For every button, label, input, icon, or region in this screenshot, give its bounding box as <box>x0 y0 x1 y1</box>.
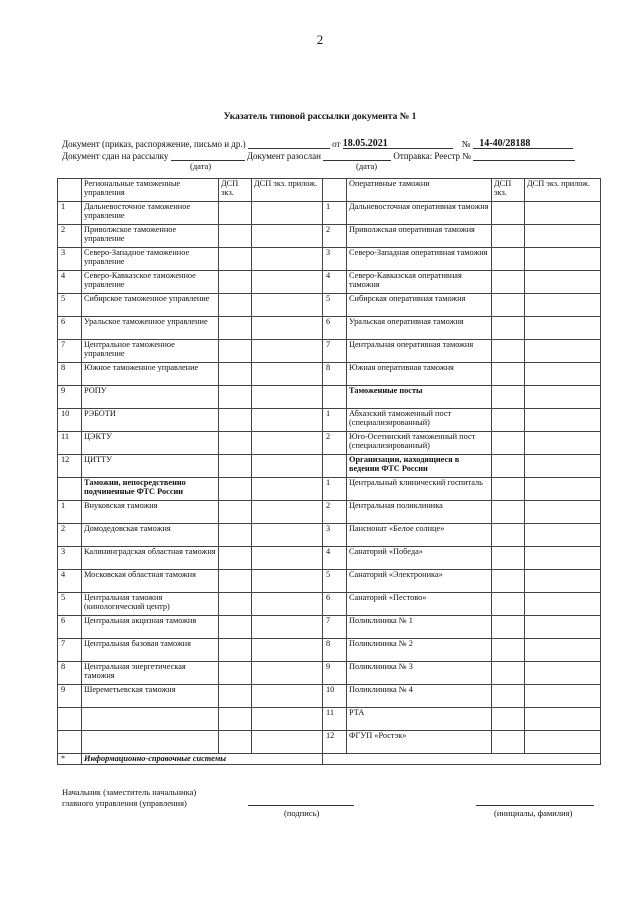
right-recipient: Сибирская оперативная таможня <box>347 294 492 317</box>
right-recipient: Северо-Западная оперативная таможня <box>347 248 492 271</box>
right-dsp-cell <box>492 248 525 271</box>
name-hint: (инициалы, фамилия) <box>494 808 573 818</box>
header-dsp-left: ДСП экз. <box>219 179 252 202</box>
right-dsp-att-cell <box>525 340 601 363</box>
left-row-number: 10 <box>58 409 82 432</box>
document-title: Указатель типовой рассылки документа № 1 <box>223 112 417 122</box>
right-dsp-att-cell <box>525 317 601 340</box>
left-dsp-att-cell <box>252 386 323 409</box>
right-dsp-cell <box>492 478 525 501</box>
left-recipient: ЦИТТУ <box>82 455 219 478</box>
right-dsp-cell <box>492 547 525 570</box>
left-dsp-cell <box>219 271 252 294</box>
right-recipient: Поликлиника № 3 <box>347 662 492 685</box>
left-dsp-att-cell <box>252 662 323 685</box>
table-row <box>58 317 601 340</box>
left-row-number: 5 <box>58 593 82 616</box>
table-row <box>58 294 601 317</box>
right-row-number: 2 <box>323 225 347 248</box>
left-recipient: Домодедовская таможня <box>82 524 219 547</box>
table-row <box>58 708 601 731</box>
right-row-number <box>323 386 347 409</box>
table-row <box>58 455 601 478</box>
right-dsp-att-cell <box>525 478 601 501</box>
distribution-table <box>57 178 601 765</box>
left-row-number <box>58 478 82 501</box>
right-recipient: Санаторий «Пестово» <box>347 593 492 616</box>
left-dsp-cell <box>219 524 252 547</box>
left-recipient: Приволжское таможенное управление <box>82 225 219 248</box>
header-left-title: Региональные таможенные управления <box>82 179 219 202</box>
left-recipient: ЦЭКТУ <box>82 432 219 455</box>
table-row <box>58 685 601 708</box>
right-dsp-cell <box>492 524 525 547</box>
left-row-number: 9 <box>58 386 82 409</box>
left-row-number: 11 <box>58 432 82 455</box>
right-dsp-cell <box>492 731 525 754</box>
left-recipient: РОПУ <box>82 386 219 409</box>
left-row-number: 2 <box>58 524 82 547</box>
right-dsp-cell <box>492 317 525 340</box>
table-row <box>58 731 601 754</box>
left-dsp-cell <box>219 478 252 501</box>
right-dsp-cell <box>492 616 525 639</box>
right-dsp-cell <box>492 225 525 248</box>
right-dsp-att-cell <box>525 409 601 432</box>
left-recipient: Таможни, непосредственно подчиненные ФТС России <box>82 478 219 501</box>
right-row-number: 8 <box>323 639 347 662</box>
right-dsp-cell <box>492 501 525 524</box>
left-dsp-att-cell <box>252 570 323 593</box>
left-row-number: 2 <box>58 225 82 248</box>
right-dsp-att-cell <box>525 616 601 639</box>
left-recipient: Северо-Кавказское таможенное управление <box>82 271 219 294</box>
footer-empty <box>323 754 601 765</box>
right-recipient: Дальневосточная оперативная таможня <box>347 202 492 225</box>
right-recipient: Уральская оперативная таможня <box>347 317 492 340</box>
table-row <box>58 478 601 501</box>
right-dsp-att-cell <box>525 731 601 754</box>
right-recipient: Таможенные посты <box>347 386 492 409</box>
left-dsp-att-cell <box>252 455 323 478</box>
left-dsp-att-cell <box>252 294 323 317</box>
left-recipient: Уральское таможенное управление <box>82 317 219 340</box>
right-dsp-cell <box>492 340 525 363</box>
left-row-number: 3 <box>58 547 82 570</box>
right-recipient: Центральная оперативная таможня <box>347 340 492 363</box>
left-dsp-att-cell <box>252 225 323 248</box>
right-row-number: 7 <box>323 340 347 363</box>
left-row-number: 12 <box>58 455 82 478</box>
right-recipient: ФГУП «Ростэк» <box>347 731 492 754</box>
left-recipient: Центральная базовая таможня <box>82 639 219 662</box>
header-right-title: Оперативные таможни <box>347 179 492 202</box>
right-recipient: Поликлиника № 1 <box>347 616 492 639</box>
left-dsp-att-cell <box>252 708 323 731</box>
right-row-number: 7 <box>323 616 347 639</box>
right-row-number: 1 <box>323 478 347 501</box>
right-recipient: Пансионат «Белое солнце» <box>347 524 492 547</box>
left-row-number: 8 <box>58 363 82 386</box>
left-dsp-cell <box>219 662 252 685</box>
left-recipient: Центральная таможня (кинологический центр) <box>82 593 219 616</box>
right-row-number: 10 <box>323 685 347 708</box>
left-recipient: Калининградская областная таможня <box>82 547 219 570</box>
doc-number: 14-40/28188 <box>479 138 531 149</box>
left-recipient: Дальневосточное таможенное управление <box>82 202 219 225</box>
right-dsp-cell <box>492 455 525 478</box>
dispatch-label: Отправка: Реестр № <box>393 151 471 161</box>
left-dsp-att-cell <box>252 524 323 547</box>
header-row <box>58 179 601 202</box>
signer-title-2: главного управления (управления) <box>62 798 187 808</box>
left-dsp-att-cell <box>252 202 323 225</box>
left-dsp-cell <box>219 501 252 524</box>
right-dsp-cell <box>492 432 525 455</box>
table-row <box>58 524 601 547</box>
right-dsp-cell <box>492 294 525 317</box>
right-dsp-att-cell <box>525 294 601 317</box>
left-recipient: Центральная акцизная таможня <box>82 616 219 639</box>
left-recipient <box>82 731 219 754</box>
left-row-number: 1 <box>58 501 82 524</box>
right-dsp-att-cell <box>525 225 601 248</box>
left-dsp-cell <box>219 731 252 754</box>
from-label: от <box>332 139 341 149</box>
left-dsp-att-cell <box>252 639 323 662</box>
right-dsp-cell <box>492 570 525 593</box>
right-recipient: Поликлиника № 4 <box>347 685 492 708</box>
left-row-number: 5 <box>58 294 82 317</box>
right-recipient: Приволжская оперативная таможня <box>347 225 492 248</box>
left-row-number: 1 <box>58 202 82 225</box>
footer-mark: * <box>58 754 82 765</box>
right-recipient: Центральная поликлиника <box>347 501 492 524</box>
left-dsp-cell <box>219 386 252 409</box>
right-dsp-att-cell <box>525 271 601 294</box>
right-recipient: Организации, находящиеся в ведении ФТС России <box>347 455 492 478</box>
left-dsp-att-cell <box>252 685 323 708</box>
table-row <box>58 225 601 248</box>
table-row <box>58 248 601 271</box>
left-recipient: РЭБОТИ <box>82 409 219 432</box>
right-dsp-att-cell <box>525 202 601 225</box>
left-dsp-cell <box>219 547 252 570</box>
right-recipient: РТА <box>347 708 492 731</box>
right-row-number: 12 <box>323 731 347 754</box>
right-dsp-att-cell <box>525 501 601 524</box>
right-dsp-cell <box>492 685 525 708</box>
left-dsp-cell <box>219 248 252 271</box>
right-row-number: 5 <box>323 570 347 593</box>
left-dsp-att-cell <box>252 478 323 501</box>
right-row-number: 1 <box>323 409 347 432</box>
signature-hint: (подпись) <box>284 808 320 818</box>
table-row <box>58 593 601 616</box>
left-dsp-att-cell <box>252 363 323 386</box>
left-dsp-att-cell <box>252 409 323 432</box>
meta-line-2 <box>62 150 575 161</box>
right-row-number: 9 <box>323 662 347 685</box>
right-row-number: 2 <box>323 432 347 455</box>
left-row-number: 4 <box>58 271 82 294</box>
date-hint-1: (дата) <box>190 161 212 171</box>
left-row-number <box>58 731 82 754</box>
left-recipient: Внуковская таможня <box>82 501 219 524</box>
left-dsp-cell <box>219 593 252 616</box>
right-dsp-att-cell <box>525 524 601 547</box>
right-dsp-att-cell <box>525 455 601 478</box>
right-recipient: Северо-Кавказская оперативная таможня <box>347 271 492 294</box>
left-recipient <box>82 708 219 731</box>
num-label: № <box>461 139 471 149</box>
right-dsp-att-cell <box>525 363 601 386</box>
left-dsp-att-cell <box>252 547 323 570</box>
right-recipient: Юго-Осетинский таможенный пост (специализированный) <box>347 432 492 455</box>
right-dsp-cell <box>492 202 525 225</box>
right-dsp-att-cell <box>525 685 601 708</box>
right-recipient: Абхазский таможенный пост (специализированный) <box>347 409 492 432</box>
right-recipient: Южная оперативная таможня <box>347 363 492 386</box>
table-row <box>58 662 601 685</box>
meta-line-1 <box>62 138 573 149</box>
right-row-number: 1 <box>323 202 347 225</box>
left-recipient: Южное таможенное управление <box>82 363 219 386</box>
right-dsp-cell <box>492 409 525 432</box>
left-recipient: Центральная энергетическая таможня <box>82 662 219 685</box>
right-row-number: 8 <box>323 363 347 386</box>
left-row-number: 8 <box>58 662 82 685</box>
left-row-number: 7 <box>58 639 82 662</box>
table-row <box>58 386 601 409</box>
left-dsp-att-cell <box>252 616 323 639</box>
right-row-number <box>323 455 347 478</box>
table-row <box>58 340 601 363</box>
right-row-number: 6 <box>323 593 347 616</box>
date-hint-2: (дата) <box>356 161 378 171</box>
table-row <box>58 409 601 432</box>
left-dsp-cell <box>219 409 252 432</box>
submitted-label: Документ сдан на рассылку <box>62 151 169 161</box>
left-dsp-cell <box>219 317 252 340</box>
right-row-number: 2 <box>323 501 347 524</box>
left-dsp-att-cell <box>252 432 323 455</box>
table-row <box>58 271 601 294</box>
left-row-number: 7 <box>58 340 82 363</box>
right-dsp-cell <box>492 708 525 731</box>
right-row-number: 6 <box>323 317 347 340</box>
left-dsp-cell <box>219 202 252 225</box>
doc-label: Документ (приказ, распоряжение, письмо и др.) <box>62 139 246 149</box>
left-dsp-cell <box>219 455 252 478</box>
footer-row <box>58 754 601 765</box>
table-row <box>58 616 601 639</box>
table-row <box>58 432 601 455</box>
right-recipient: Санаторий «Победа» <box>347 547 492 570</box>
right-row-number: 3 <box>323 524 347 547</box>
right-row-number: 4 <box>323 547 347 570</box>
right-dsp-cell <box>492 271 525 294</box>
right-dsp-att-cell <box>525 248 601 271</box>
left-dsp-cell <box>219 340 252 363</box>
left-dsp-cell <box>219 570 252 593</box>
left-dsp-att-cell <box>252 731 323 754</box>
left-recipient: Шереметьевская таможня <box>82 685 219 708</box>
right-dsp-cell <box>492 593 525 616</box>
left-dsp-att-cell <box>252 317 323 340</box>
right-dsp-att-cell <box>525 662 601 685</box>
right-row-number: 5 <box>323 294 347 317</box>
left-dsp-att-cell <box>252 271 323 294</box>
header-dsp-att-left: ДСП экз. прилож. <box>252 179 323 202</box>
left-dsp-att-cell <box>252 593 323 616</box>
header-dsp-att-right: ДСП экз. прилож. <box>525 179 601 202</box>
right-row-number: 4 <box>323 271 347 294</box>
sent-label: Документ разослан <box>246 151 321 161</box>
signature-line <box>248 805 354 806</box>
left-dsp-cell <box>219 708 252 731</box>
right-recipient: Поликлиника № 2 <box>347 639 492 662</box>
name-line <box>476 805 594 806</box>
signer-title-1: Начальник (заместитель начальника) <box>62 787 197 797</box>
right-recipient: Центральный клинический госпиталь <box>347 478 492 501</box>
table-row <box>58 639 601 662</box>
table-row <box>58 202 601 225</box>
page-number: 2 <box>316 32 324 47</box>
left-dsp-cell <box>219 432 252 455</box>
left-recipient: Центральное таможенное управление <box>82 340 219 363</box>
left-dsp-cell <box>219 616 252 639</box>
left-row-number: 3 <box>58 248 82 271</box>
left-recipient: Сибирское таможенное управление <box>82 294 219 317</box>
header-dsp-right: ДСП экз. <box>492 179 525 202</box>
right-dsp-cell <box>492 363 525 386</box>
right-dsp-att-cell <box>525 639 601 662</box>
right-dsp-cell <box>492 662 525 685</box>
table-row <box>58 363 601 386</box>
table-row <box>58 501 601 524</box>
table-row <box>58 547 601 570</box>
table-row <box>58 570 601 593</box>
left-dsp-cell <box>219 363 252 386</box>
right-dsp-att-cell <box>525 593 601 616</box>
left-recipient: Северо-Западное таможенное управление <box>82 248 219 271</box>
right-recipient: Санаторий «Электроника» <box>347 570 492 593</box>
left-dsp-att-cell <box>252 248 323 271</box>
footer-text: Информационно-справочные системы <box>82 754 323 765</box>
right-dsp-att-cell <box>525 547 601 570</box>
right-dsp-att-cell <box>525 432 601 455</box>
left-row-number: 9 <box>58 685 82 708</box>
left-dsp-att-cell <box>252 501 323 524</box>
right-dsp-att-cell <box>525 570 601 593</box>
left-row-number: 6 <box>58 616 82 639</box>
left-row-number <box>58 708 82 731</box>
left-recipient: Московская областная таможня <box>82 570 219 593</box>
left-dsp-cell <box>219 294 252 317</box>
left-dsp-cell <box>219 225 252 248</box>
left-dsp-att-cell <box>252 340 323 363</box>
right-row-number: 11 <box>323 708 347 731</box>
right-row-number: 3 <box>323 248 347 271</box>
left-row-number: 4 <box>58 570 82 593</box>
left-row-number: 6 <box>58 317 82 340</box>
right-dsp-cell <box>492 639 525 662</box>
left-dsp-cell <box>219 639 252 662</box>
right-dsp-att-cell <box>525 386 601 409</box>
left-dsp-cell <box>219 685 252 708</box>
right-dsp-att-cell <box>525 708 601 731</box>
doc-date: 18.05.2021 <box>342 138 388 149</box>
right-dsp-cell <box>492 386 525 409</box>
